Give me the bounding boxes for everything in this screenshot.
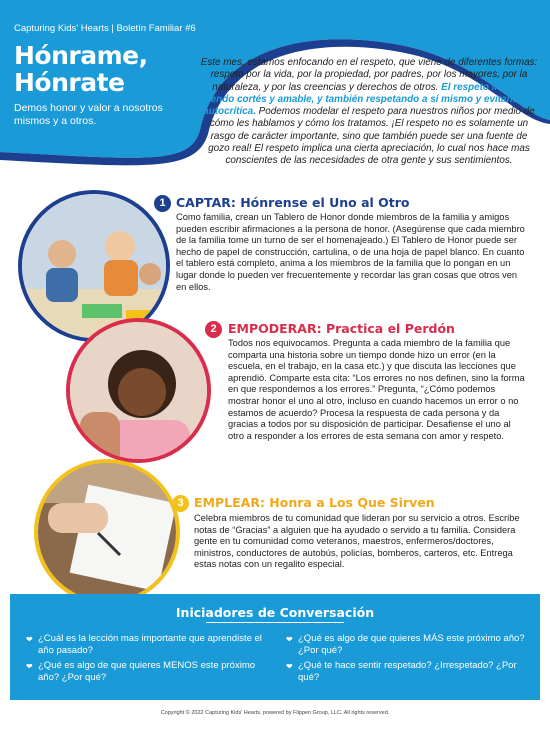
starter-question-2: ¿Qué es algo de que quieres MENOS este próximo año? ¿Por qué? bbox=[38, 660, 256, 683]
intro-paragraph: Este mes, estamos enfocando en el respeto, que viene de diferentes formas: respeto por la vida, por la propiedad, por padres, por los mayores, por la naturaleza, y por las creencias y derechos de otros. El respeto incluye siendo cortés y amable, y también respetando a sí mismo y evitando la autocrítica. Podemos modelar el respeto para nuestros niños por medio de cómo les hablamos y cómo los tratamos. ¡El respeto no es solamente un rasgo de carácter importante, sino que también puede ser una fuente de gozo real! El respeto implica una cierta apreciación, lo cual nos hace mas conscientes de las necesidades de otra gente y sus sentimientos. bbox=[200, 57, 538, 167]
section-2-body: Todos nos equivocamos. Pregunta a cada miembro de la familia que comparta una historia sobre un tiempo donde hizo un error (en la escuela, en el trabajo, en la casa etc.) y que discuta las lecciones que aprendió. Comparte esta cita: “Los errores no nos definen, sino la forma en que respondemos a los errores.” Pregunta, “¿Cómo podemos mostrar honor el uno al otro, incluso en cuando hacemos un error o no estamos de acuerdo? Procesa la respuesta de cada persona y da gracias a todos por su disposición de participar. Desafiense el uno al otro a responder a los errores de esta semana con amor y respeto. bbox=[228, 338, 525, 441]
page-title bbox=[14, 42, 148, 96]
section-1-body: Como familia, crean un Tablero de Honor donde miembros de la familia y amigos pueden escribir afirmaciones a la persona de honor. (Asegúrense que cada miembro de la familia tome un turno de ser el homenajeado.) El Tablero de Honor puede ser hecho de papel de construcción, cartulina, o de una hoja de papel blanco. En cuanto el tablero está completo, anima a los miembros de la familia que lo pongan en un lugar donde lo pueden ver frecuentemente y recordar las gran cosas que otros ven en ellos. bbox=[176, 212, 525, 292]
tagline: Demos honor y valor a nosotros mismos y a otros. bbox=[14, 102, 163, 127]
writing-note-image bbox=[38, 463, 180, 605]
logo-text: Capturing Kids' Hearts bbox=[477, 20, 533, 42]
heart-logo-icon bbox=[455, 22, 477, 44]
starters-divider bbox=[206, 622, 344, 623]
section-2-title: EMPODERAR: Practica el Perdón bbox=[228, 321, 455, 336]
section-3-title: EMPLEAR: Honra a Los Que Sirven bbox=[194, 495, 435, 510]
section-1-title: CAPTAR: Hónrense el Uno al Otro bbox=[176, 195, 410, 210]
title-line-2: Hónrate bbox=[14, 68, 125, 97]
heart-bullet-icon: ❤ bbox=[26, 662, 33, 671]
section-3-photo bbox=[34, 459, 180, 605]
starters-title: Iniciadores de Conversación bbox=[175, 605, 375, 620]
starter-question-1: ¿Cuál es la lección mas importante que aprendiste el año pasado? bbox=[38, 633, 262, 656]
section-1-number: 1 bbox=[154, 195, 171, 212]
heart-bullet-icon: ❤ bbox=[286, 635, 293, 644]
child-hugging-image bbox=[70, 322, 211, 463]
section-3-body: Celebra miembros de tu comunidad que lideran por su servicio a otros. Escribe notas de “Gracias” a alguien que ha ayudado o servido a tu familia. Considera gente en tu comunidad como veteranos, maestros, enfermeros/doctores, ministros, conductores de autobús, policías, bomberos, carteros, etc. Entrega estas notas con un regalito especial. bbox=[194, 513, 520, 570]
section-2-number: 2 bbox=[205, 321, 222, 338]
intro-highlight: El respeto incluye siendo cortés y amable, y también respetando a sí mismo y evitando la autocrítica. bbox=[202, 81, 536, 118]
conversation-starters-panel bbox=[10, 594, 540, 700]
title-line-1: Hónrame, bbox=[14, 41, 148, 70]
section-2-photo bbox=[66, 318, 211, 463]
starter-question-4: ¿Qué te hace sentir respetado? ¿Irrespetado? ¿Por qué? bbox=[298, 660, 517, 683]
starter-question-3: ¿Qué es algo de que quieres MÁS este próximo año? ¿Por qué? bbox=[298, 633, 525, 656]
section-3-number: 3 bbox=[172, 495, 189, 512]
newsletter-label: Capturing Kids' Hearts | Boletín Familiar #6 bbox=[14, 23, 196, 34]
heart-bullet-icon: ❤ bbox=[26, 635, 33, 644]
heart-bullet-icon: ❤ bbox=[286, 662, 293, 671]
copyright-footer: Copyright © 2022 Capturing Kids' Hearts, powered by Flippen Group, LLC. All rights reserved. bbox=[160, 710, 390, 716]
